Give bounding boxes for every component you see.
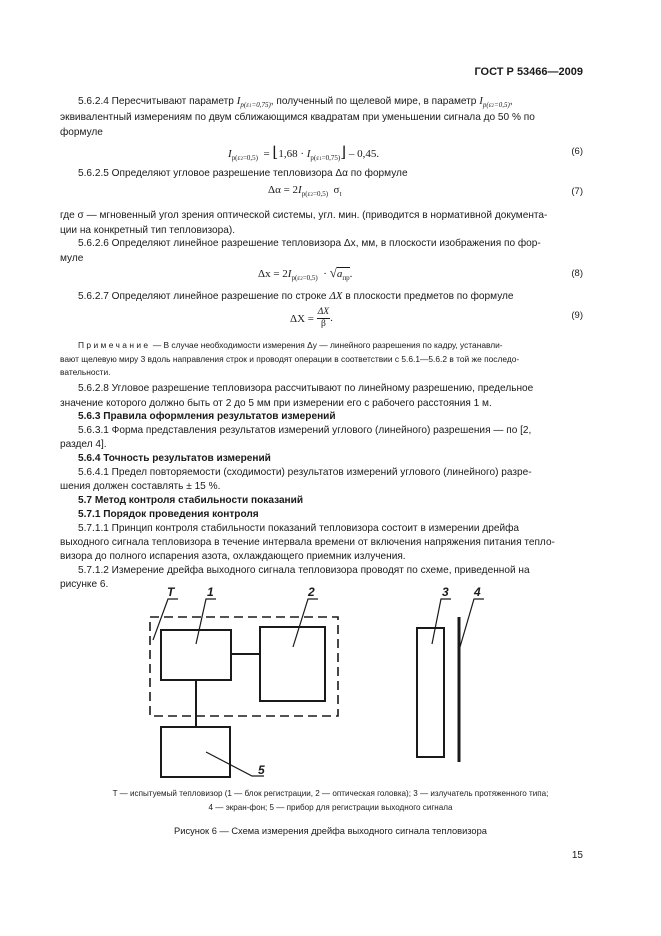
paragraph-5-6-4-1-line1: 5.6.4.1 Предел повторяемости (сходимости) результатов измерений углового (линейного) разре- — [78, 467, 532, 478]
equation-6-number: (6) — [571, 146, 583, 157]
paragraph-5-6-2-6-line2: муле — [60, 253, 84, 264]
p5627-part-a: 5.6.2.7 Определяют линейное разрешение по строке — [78, 291, 327, 302]
p5624-part-b: , полученный по щелевой мире, в параметр — [270, 96, 477, 107]
param-i-eps-075: $I_{p(\varepsilon 1=0,75)}$ — [236, 95, 271, 109]
leader-5 — [206, 752, 264, 776]
p5627-part-b: в плоскости предметов по формуле — [345, 291, 514, 302]
equation-7-number: (7) — [571, 186, 583, 197]
sigma-description-line1: где σ — мгновенный угол зрения оптической системы, угл. мин. (приводится в нормативной документа- — [60, 210, 548, 221]
equation-6: $I_{p(\varepsilon 2=0,5)}$ = ⌊1,68 · $I_{p(\varepsilon 1=0,75)}⌋ - 0,45$. — [228, 145, 380, 162]
figure-caption: Рисунок 6 — Схема измерения дрейфа выходного сигнала тепловизора — [174, 826, 487, 836]
p5624-part-c: , — [509, 96, 513, 107]
label-1: 1 — [207, 585, 214, 599]
leader-4 — [460, 599, 484, 647]
eq9-dot: . — [330, 312, 333, 325]
equation-7: $\Delta\alpha = 2I_{p(\varepsilon 2=0,5)}$ $\sigma_t$ — [268, 184, 342, 198]
paragraph-5-7-1-2-line1: 5.7.1.2 Измерение дрейфа выходного сигнала тепловизора проводят по схеме, приведенной на — [78, 565, 530, 576]
paragraph-5-6-2-7: 5.6.2.7 Определяют линейное разрешение по строке ΔX в плоскости предметов по формуле — [78, 290, 514, 302]
block-5-signal-recorder — [161, 727, 230, 777]
paragraph-5-6-4-1-line2: шения должен составлять ± 15 %. — [60, 481, 221, 492]
eq8-part-a: Δx = 2 — [258, 268, 288, 280]
eq9-lhs: ΔX = — [290, 312, 314, 325]
param-i-eps-05: $I_{p(\varepsilon 2=0,5)}$ — [479, 95, 510, 109]
p5624-line2: эквивалентный измерениям по двум сближающимся квадратам при уменьшении сигнала до 50 % по — [60, 112, 535, 123]
eq7-part-a: Δα = 2 — [268, 184, 299, 196]
heading-5-7: 5.7 Метод контроля стабильности показаний — [78, 495, 304, 506]
paragraph-5-6-3-1-line2: раздел 4]. — [60, 439, 107, 450]
heading-5-7-1: 5.7.1 Порядок проведения контроля — [78, 509, 259, 520]
leader-3 — [432, 599, 451, 644]
block-3-emitter — [417, 628, 444, 757]
paragraph-5-6-2-5: 5.6.2.5 Определяют угловое разрешение тепловизора Δα по формуле — [78, 168, 408, 179]
block-2-optical-head — [260, 627, 325, 701]
paragraph-5-6-2-8-line1: 5.6.2.8 Угловое разрешение тепловизора рассчитывают по линейному разрешению, предельное — [78, 383, 534, 394]
equation-8: $\Delta x = 2I_{p(\varepsilon 2=0,5)} \cdot √a_{пр}$. — [258, 265, 353, 282]
note-label: Примечание — [78, 340, 151, 350]
leader-T — [153, 599, 178, 640]
eq8-dot: · — [323, 268, 327, 280]
p5624-line3: формуле — [60, 127, 103, 138]
note-text-1: — В случае необходимости измерения Δy — линейного разрешения по кадру, устанавли- — [152, 340, 503, 350]
paragraph-5-6-3-1-line1: 5.6.3.1 Форма представления результатов измерений углового (линейного) разрешения — по [2, — [78, 425, 532, 436]
heading-5-6-4: 5.6.4 Точность результатов измерений — [78, 453, 271, 464]
eq6-rhs-tail: – 0,45. — [348, 148, 380, 160]
paragraph-5-7-1-1-line1: 5.7.1.1 Принцип контроля стабильности показаний тепловизора состоит в измерении дрейфа — [78, 523, 520, 534]
figure-legend-line1: T — испытуемый тепловизор (1 — блок регистрации, 2 — оптическая головка); 3 — излучатель протяженного типа; — [112, 789, 549, 798]
note-line3: вательности. — [60, 367, 111, 377]
paragraph-5-6-2-8-line2: значение которого должно быть от 2 до 5 мм при измерении его с рабочего расстояния 1 м. — [60, 398, 492, 409]
leader-2 — [293, 599, 318, 647]
equation-8-number: (8) — [571, 268, 583, 279]
label-T: T — [167, 585, 175, 599]
equation-9-number: (9) — [571, 310, 583, 321]
sigma-description-line2: ции на конкретный тип тепловизора). — [60, 225, 236, 236]
heading-5-6-3: 5.6.3 Правила оформления результатов измерений — [78, 411, 336, 422]
label-2: 2 — [308, 585, 315, 599]
label-5: 5 — [258, 763, 265, 777]
eq8-end: . — [349, 268, 353, 280]
label-3: 3 — [442, 585, 449, 599]
paragraph-5-7-1-1-line2: выходного сигнала тепловизора в течение интервала времени от включения напряжения питания тепло- — [60, 537, 555, 548]
paragraph-5-6-2-6-line1: 5.6.2.6 Определяют линейное разрешение тепловизора Δx, мм, в плоскости изображения по фор- — [78, 238, 541, 249]
document-header: ГОСТ Р 53466—2009 — [474, 66, 583, 78]
eq9-denominator: β — [321, 319, 326, 329]
note-line2: вают щелевую миру 3 вдоль направления строк и проводят операции в соответствии с 5.6.1—5.6.2 в той же последо- — [60, 354, 520, 364]
eq9-numerator: ΔX — [317, 307, 330, 317]
label-4: 4 — [474, 585, 481, 599]
eq7-sigma: σ — [333, 184, 340, 196]
p5624-part-a: 5.6.2.4 Пересчитывают параметр — [78, 96, 234, 107]
block-1-registration-unit — [161, 630, 231, 680]
figure-legend-line2: 4 — экран-фон; 5 — прибор для регистрации выходного сигнала — [208, 803, 453, 812]
paragraph-5-7-1-2-line2: рисунке 6. — [60, 579, 109, 590]
eq6-rhs-inner: 1,68 · — [278, 148, 304, 160]
leader-1 — [196, 599, 216, 644]
paragraph-5-7-1-1-line3: визора до полного испарения азота, охлаждающего приемник излучения. — [60, 551, 406, 562]
page-number: 15 — [571, 850, 583, 861]
